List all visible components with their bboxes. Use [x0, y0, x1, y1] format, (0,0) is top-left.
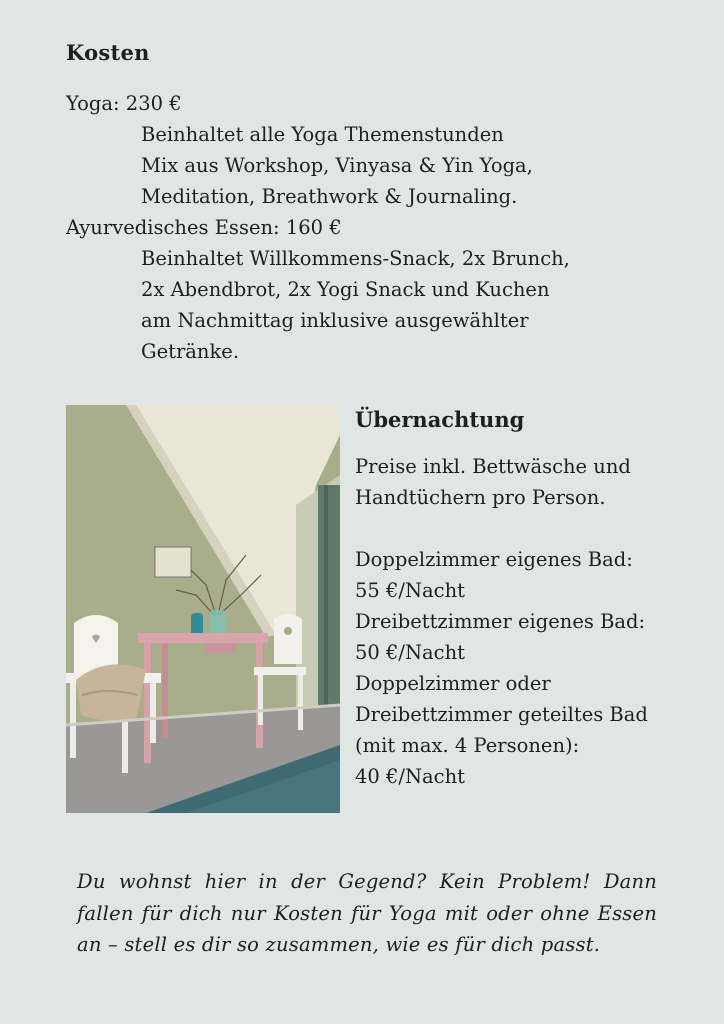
section-title-kosten: Kosten [66, 40, 150, 65]
yoga-detail-line: Beinhaltet alle Yoga Themenstunden [141, 123, 504, 146]
footer-line: an – stell es dir so zusammen, wie es für dich passt. [77, 933, 601, 956]
footer-note [77, 866, 657, 961]
footer-line: Du wohnst hier in der Gegend? Kein Problem! Dann [77, 870, 657, 893]
intro-line: Handtüchern pro Person. [355, 486, 606, 509]
price-line: (mit max. 4 Personen): [355, 734, 580, 757]
yoga-detail-line: Meditation, Breathwork & Journaling. [141, 185, 518, 208]
room-illustration [66, 405, 340, 813]
uebernachtung-details [355, 451, 700, 792]
price-line: 40 €/Nacht [355, 765, 465, 788]
essen-detail-line: Getränke. [141, 340, 240, 363]
essen-detail-line: Beinhaltet Willkommens-Snack, 2x Brunch, [141, 247, 570, 270]
section-title-uebernachtung: Übernachtung [355, 407, 525, 432]
essen-price: Ayurvedisches Essen: 160 € [66, 216, 342, 239]
spacer [355, 513, 700, 544]
room-photo [66, 405, 340, 813]
price-line: Dreibettzimmer geteiltes Bad [355, 703, 648, 726]
essen-detail-line: am Nachmittag inklusive ausgewählter [141, 309, 529, 332]
price-line: Doppelzimmer oder [355, 672, 551, 695]
intro-line: Preise inkl. Bettwäsche und [355, 455, 631, 478]
price-line: 55 €/Nacht [355, 579, 465, 602]
price-line: Doppelzimmer eigenes Bad: [355, 548, 633, 571]
price-line: 50 €/Nacht [355, 641, 465, 664]
essen-detail-line: 2x Abendbrot, 2x Yogi Snack und Kuchen [141, 278, 550, 301]
price-line: Dreibettzimmer eigenes Bad: [355, 610, 646, 633]
kosten-list [66, 88, 686, 367]
yoga-detail-line: Mix aus Workshop, Vinyasa & Yin Yoga, [141, 154, 533, 177]
yoga-price: Yoga: 230 € [66, 92, 182, 115]
footer-line: fallen für dich nur Kosten für Yoga mit oder ohne Essen [77, 901, 657, 925]
